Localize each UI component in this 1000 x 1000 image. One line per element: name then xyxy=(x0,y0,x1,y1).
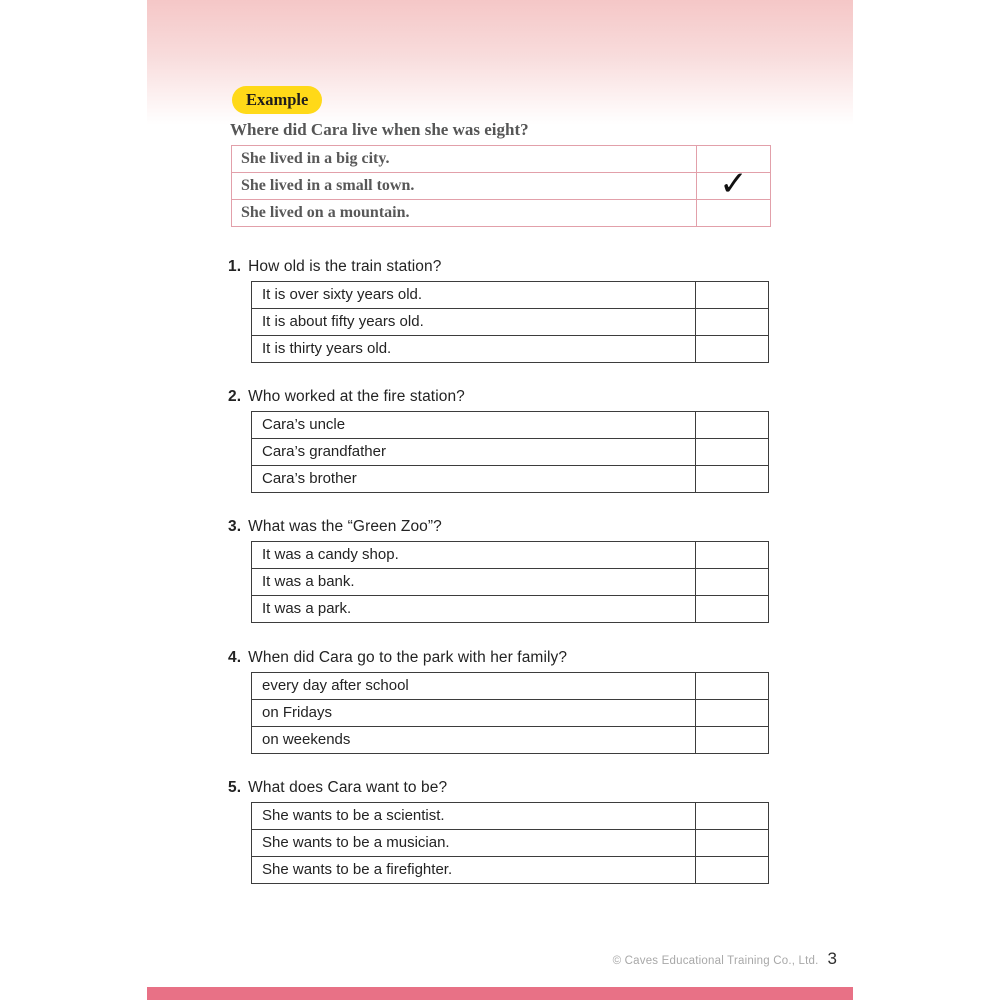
question-number: 5. xyxy=(228,779,242,796)
page-footer xyxy=(613,949,837,969)
example-option-row xyxy=(232,146,770,173)
example-option-row xyxy=(232,163,770,204)
question-block-2 xyxy=(228,387,773,493)
answer-check-cell[interactable] xyxy=(696,569,768,595)
option-text: It is about fifty years old. xyxy=(252,309,696,335)
option-row xyxy=(252,466,768,492)
example-check-cell[interactable] xyxy=(697,163,770,204)
page-number: 3 xyxy=(827,949,837,968)
question-text: What was the “Green Zoo”? xyxy=(248,518,442,535)
option-text: It was a bank. xyxy=(252,569,696,595)
answer-check-cell[interactable] xyxy=(696,336,768,362)
option-row xyxy=(252,336,768,362)
answer-table xyxy=(251,672,769,754)
option-row xyxy=(252,857,768,883)
question-text: When did Cara go to the park with her family? xyxy=(248,649,568,666)
answer-check-cell[interactable] xyxy=(696,700,768,726)
option-text: Cara’s brother xyxy=(252,466,696,492)
option-row xyxy=(252,596,768,622)
option-row xyxy=(252,727,768,753)
answer-check-cell[interactable] xyxy=(696,282,768,308)
option-row xyxy=(252,700,768,727)
question-block-5 xyxy=(228,778,773,884)
question-text: How old is the train station? xyxy=(248,258,442,275)
check-mark-icon: ✓ xyxy=(719,163,748,204)
option-text: Cara’s uncle xyxy=(252,412,696,438)
question-number: 3. xyxy=(228,518,242,535)
question-label xyxy=(228,778,773,797)
answer-check-cell[interactable] xyxy=(696,412,768,438)
option-row xyxy=(252,309,768,336)
answer-check-cell[interactable] xyxy=(696,466,768,492)
answer-check-cell[interactable] xyxy=(696,830,768,856)
question-block-4 xyxy=(228,648,773,754)
answer-check-cell[interactable] xyxy=(696,803,768,829)
answer-check-cell[interactable] xyxy=(696,727,768,753)
example-option-text: She lived in a big city. xyxy=(232,146,697,172)
answer-table xyxy=(251,281,769,363)
option-row xyxy=(252,439,768,466)
option-row xyxy=(252,412,768,439)
answer-table xyxy=(251,802,769,884)
question-label xyxy=(228,387,773,406)
example-option-text: She lived in a small town. xyxy=(232,173,697,199)
answer-check-cell[interactable] xyxy=(696,439,768,465)
example-answer-table xyxy=(231,145,771,227)
option-text: Cara’s grandfather xyxy=(252,439,696,465)
option-text: on Fridays xyxy=(252,700,696,726)
page-bottom-bar xyxy=(147,987,853,1000)
option-text: She wants to be a musician. xyxy=(252,830,696,856)
example-question: Where did Cara live when she was eight? xyxy=(230,120,529,139)
option-text: every day after school xyxy=(252,673,696,699)
question-number: 4. xyxy=(228,649,242,666)
option-text: It is over sixty years old. xyxy=(252,282,696,308)
option-row xyxy=(252,282,768,309)
question-block-1 xyxy=(228,257,773,363)
answer-check-cell[interactable] xyxy=(696,596,768,622)
option-row xyxy=(252,673,768,700)
question-label xyxy=(228,648,773,667)
option-text: It was a park. xyxy=(252,596,696,622)
answer-table xyxy=(251,541,769,623)
option-row xyxy=(252,569,768,596)
answer-check-cell[interactable] xyxy=(696,309,768,335)
example-check-cell[interactable] xyxy=(697,200,770,226)
option-text: It was a candy shop. xyxy=(252,542,696,568)
option-text: She wants to be a firefighter. xyxy=(252,857,696,883)
option-text: She wants to be a scientist. xyxy=(252,803,696,829)
example-badge: Example xyxy=(232,86,322,114)
answer-table xyxy=(251,411,769,493)
option-text: on weekends xyxy=(252,727,696,753)
example-option-row xyxy=(232,200,770,226)
question-number: 1. xyxy=(228,258,242,275)
question-label xyxy=(228,257,773,276)
question-number: 2. xyxy=(228,388,242,405)
option-row xyxy=(252,542,768,569)
option-row xyxy=(252,803,768,830)
answer-check-cell[interactable] xyxy=(696,857,768,883)
question-label xyxy=(228,517,773,536)
example-option-text: She lived on a mountain. xyxy=(232,200,697,226)
option-text: It is thirty years old. xyxy=(252,336,696,362)
option-row xyxy=(252,830,768,857)
question-block-3 xyxy=(228,517,773,623)
answer-check-cell[interactable] xyxy=(696,673,768,699)
answer-check-cell[interactable] xyxy=(696,542,768,568)
question-text: Who worked at the fire station? xyxy=(248,388,465,405)
question-text: What does Cara want to be? xyxy=(248,779,448,796)
copyright-text: © Caves Educational Training Co., Ltd. xyxy=(612,955,819,967)
